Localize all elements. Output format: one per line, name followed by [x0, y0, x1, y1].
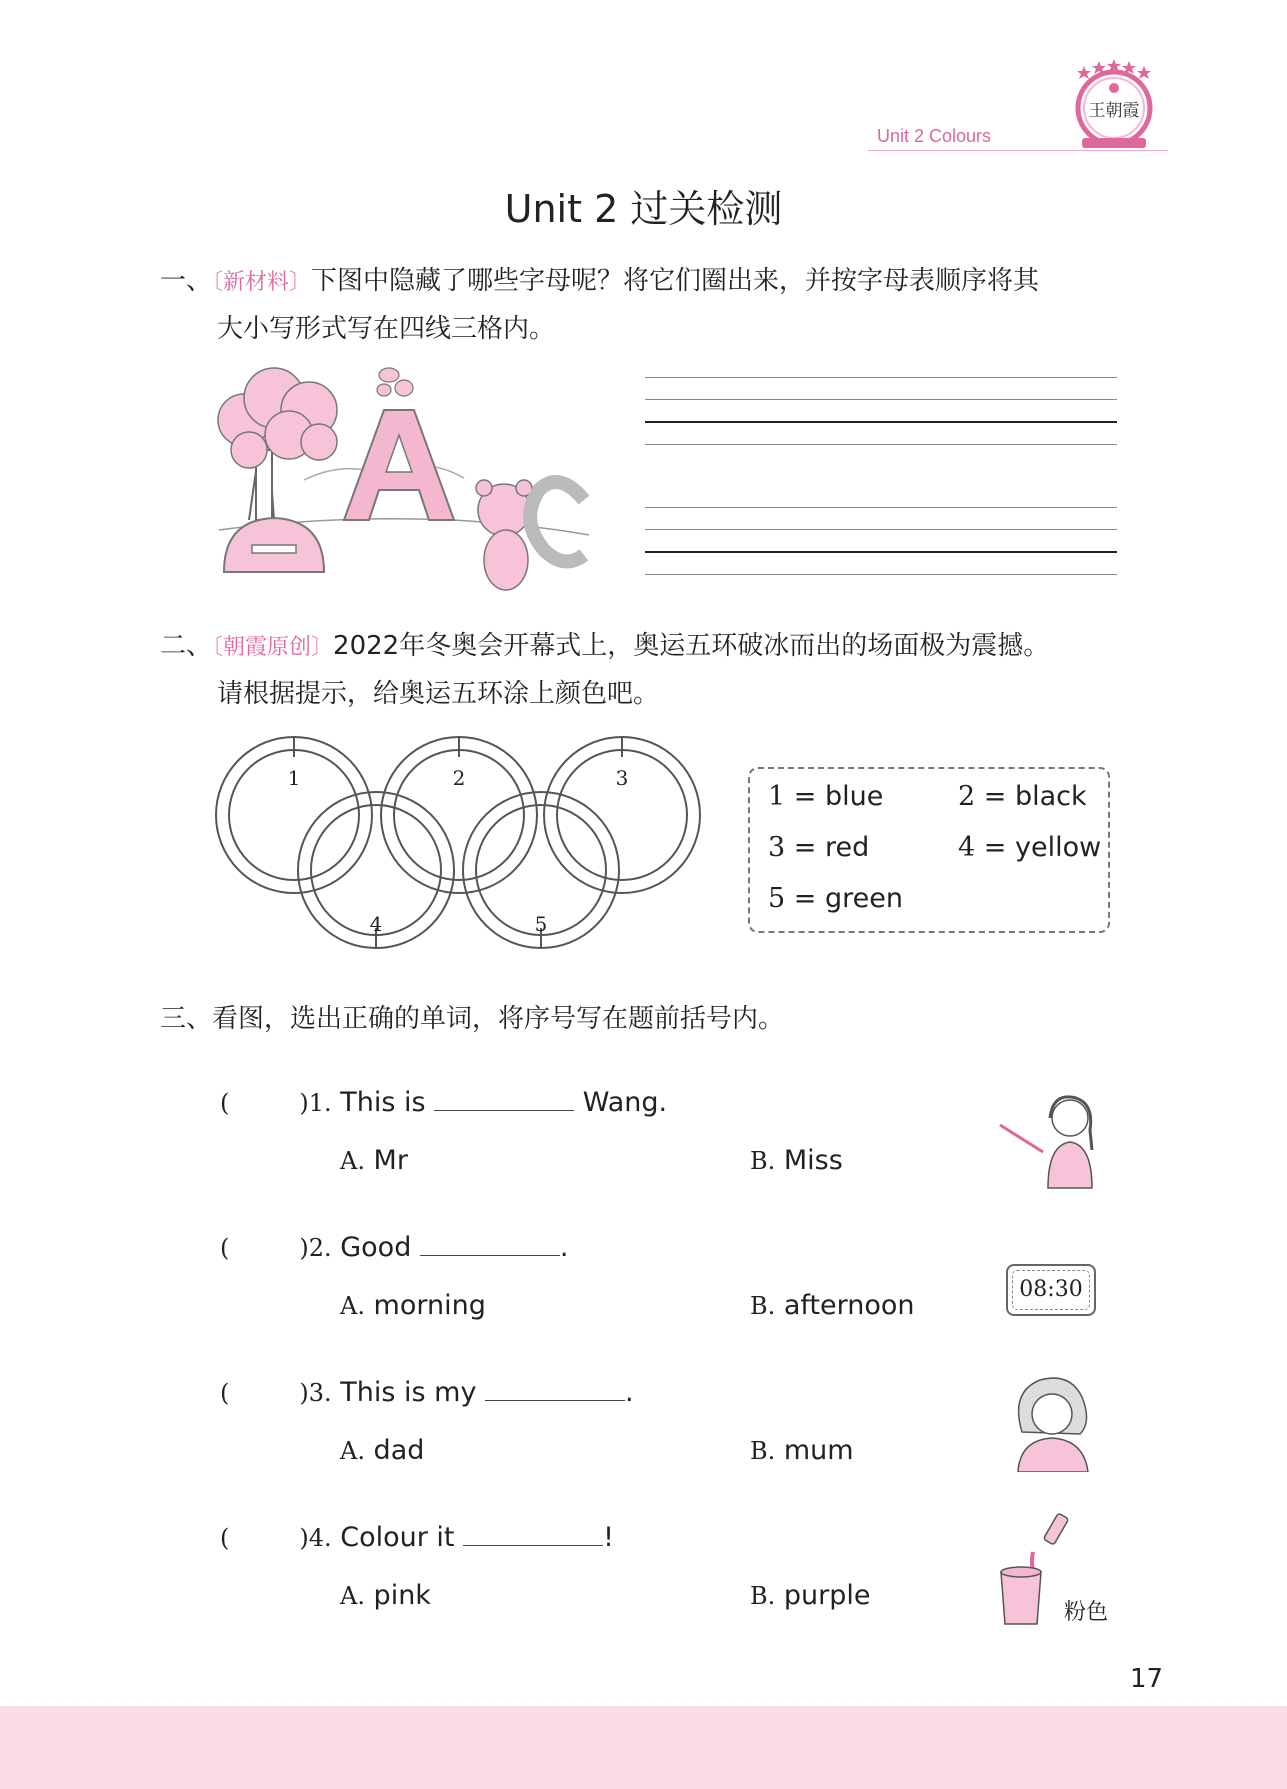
- q3-item-3-option-a: A. dad: [340, 1435, 425, 1466]
- q2-tag: 〔朝霞原创〕: [212, 635, 334, 660]
- writing-lines-2: [645, 507, 1117, 596]
- q3-item-3-option-b: B. mum: [750, 1435, 854, 1466]
- legend-item-3: 3 = red: [768, 832, 870, 863]
- q3-item-4-option-a: A. pink: [340, 1580, 431, 1611]
- q2-number: 二、: [160, 631, 213, 661]
- color-legend: [748, 767, 1110, 933]
- q3-item-2-option-a: A. morning: [340, 1290, 486, 1321]
- header-unit-label: Unit 2 Colours: [877, 126, 992, 146]
- q1-text: [160, 258, 1170, 306]
- bear-figure: [476, 480, 532, 590]
- legend-item-4: 4 = yellow: [958, 832, 1102, 863]
- mum-illustration: [1010, 1372, 1095, 1472]
- writing-lines-1: [645, 377, 1117, 466]
- ring-number-3: 3: [615, 766, 629, 790]
- q1-line2: 大小写形式写在四线三格内。: [217, 314, 556, 344]
- publisher-logo: [1072, 58, 1156, 150]
- q2-text: [160, 623, 1180, 671]
- q1-tag: 〔新材料〕: [212, 270, 312, 295]
- q3-item-4: ( )4. Colour it !: [220, 1517, 614, 1553]
- q3-item-3: ( )3. This is my .: [220, 1372, 634, 1408]
- page-number: 17: [1130, 1664, 1164, 1694]
- olympic-rings: [214, 735, 714, 950]
- clock-time: 08:30: [1012, 1270, 1090, 1310]
- q3-instruction: 三、看图，选出正确的单词，将序号写在题前括号内。: [160, 1004, 785, 1034]
- q3-item-1-option-b: B. Miss: [750, 1145, 843, 1176]
- q2-line1: 2022年冬奥会开幕式上，奥运五环破冰而出的场面极为震撼。: [333, 631, 1050, 661]
- q3-item-4-option-b: B. purple: [750, 1580, 871, 1611]
- q3-item-1: ( )1. This is Wang.: [220, 1082, 667, 1118]
- hidden-letter-a: [224, 518, 324, 572]
- logo-text: 王朝霞: [1088, 101, 1140, 121]
- ring-number-4: 4: [369, 912, 383, 936]
- teacher-illustration: [998, 1090, 1108, 1190]
- hidden-letters-illustration: [214, 360, 594, 592]
- ring-number-5: 5: [534, 912, 548, 936]
- paint-label: 粉色: [1064, 1600, 1109, 1625]
- answer-blank-4[interactable]: [463, 1517, 603, 1546]
- page-title: Unit 2 过关检测: [504, 187, 783, 231]
- ring-number-2: 2: [452, 766, 466, 790]
- clock-display: [1006, 1264, 1096, 1316]
- answer-blank-3[interactable]: [485, 1372, 625, 1401]
- q3-item-2-option-b: B. afternoon: [750, 1290, 915, 1321]
- legend-item-2: 2 = black: [958, 781, 1087, 812]
- q3-item-1-option-a: A. Mr: [340, 1145, 408, 1176]
- hidden-letter-A: [344, 410, 454, 520]
- answer-blank-1[interactable]: [434, 1082, 574, 1111]
- header-divider: [868, 150, 1168, 151]
- q3-item-2: ( )2. Good .: [220, 1227, 569, 1263]
- hidden-letter-c: [530, 482, 584, 561]
- legend-item-1: 1 = blue: [768, 781, 884, 812]
- q2-line2: 请根据提示，给奥运五环涂上颜色吧。: [217, 679, 660, 709]
- footer-band: [0, 1706, 1287, 1789]
- q1-line1: 下图中隐藏了哪些字母呢？将它们圈出来，并按字母表顺序将其: [311, 266, 1040, 296]
- answer-blank-2[interactable]: [420, 1227, 560, 1256]
- q1-number: 一、: [160, 266, 213, 296]
- legend-item-5: 5 = green: [768, 883, 903, 914]
- ring-number-1: 1: [287, 766, 301, 790]
